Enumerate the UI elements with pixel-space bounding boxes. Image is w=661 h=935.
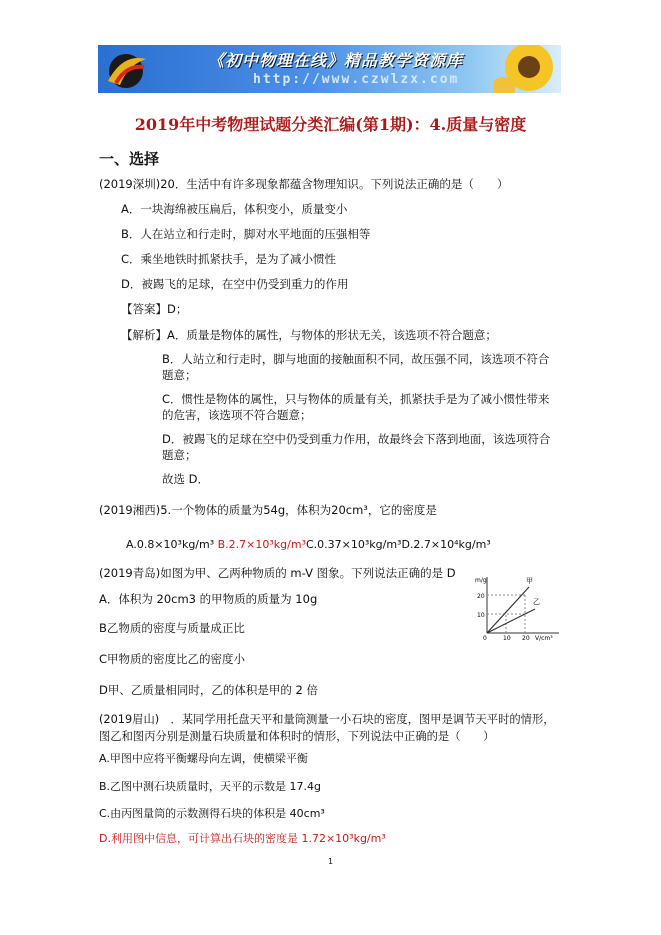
banner-url: http://www.czwlzx.com — [253, 72, 460, 87]
question-1-analysis-line: 【解析】A．质量是物体的属性，与物体的形状无关，该选项不符合题意； — [121, 328, 497, 342]
question-3-stem: (2019青岛)如图为甲、乙两种物质的 m-V 图象。下列说法正确的是 D — [99, 566, 456, 580]
question-1-answer: 【答案】D； — [121, 302, 188, 316]
question-1-stem: (2019深圳)20．生活中有许多现象都蕴含物理知识。下列说法正确的是（ ） — [99, 177, 509, 191]
question-4-stem: 图乙和图丙分别是测量石块质量和体积时的情形，下列说法中正确的是（ ） — [99, 730, 495, 743]
question-1-analysis-line: C．惯性是物体的属性，只与物体的质量有关，抓紧扶手是为了减小惯性带来 — [162, 392, 550, 406]
question-3-option-a: A．体积为 20cm3 的甲物质的质量为 10g — [99, 592, 318, 606]
x-tick-label: 20 — [522, 635, 530, 641]
y-tick-label: 20 — [477, 593, 485, 600]
question-2-option-a: A.0.8×10³kg/m³ — [126, 538, 215, 551]
question-4-stem: (2019眉山) ．某同学用托盘天平和量筒测量一小石块的密度，图甲是调节天平时的情形， — [99, 713, 555, 726]
line-jia-label: 甲 — [526, 577, 533, 585]
line-yi — [487, 609, 535, 633]
question-2-option-b: B.2.7×10³kg/m³ — [217, 538, 306, 551]
question-1-option-c: C．乘坐地铁时抓紧扶手，是为了减小惯性 — [121, 252, 337, 266]
page-number: 1 — [327, 857, 334, 866]
question-2-stem: (2019湘西)5.一个物体的质量为54g，体积为20cm³，它的密度是 — [99, 503, 437, 517]
x-axis-label: V/cm³ — [535, 635, 553, 641]
question-1-analysis-line: 题意； — [162, 448, 197, 462]
question-4-option-a: A.甲图中应将平衡螺母向左调，使横梁平衡 — [99, 752, 308, 765]
m-v-graph — [473, 573, 563, 641]
line-jia — [487, 587, 529, 633]
question-1-analysis-line: 故选 D． — [162, 472, 210, 486]
question-4-option-d: D.利用图中信息，可计算出石块的密度是 1.72×10³kg/m³ — [99, 832, 386, 845]
question-1-analysis-line: B．人站立和行走时，脚与地面的接触面积不同，故压强不同，该选项不符合 — [162, 352, 550, 366]
question-1-analysis-line: 题意； — [162, 368, 197, 382]
question-3-option-c: C甲物质的密度比乙的密度小 — [99, 652, 246, 666]
header-banner — [98, 45, 561, 93]
question-1-option-a: A．一块海绵被压扁后，体积变小，质量变小 — [121, 202, 348, 216]
x-tick-label: 0 — [483, 635, 487, 641]
section-heading: 一、选择 — [99, 150, 160, 168]
question-3-option-b: B乙物质的密度与质量成正比 — [99, 621, 245, 635]
document-title: 2019年中考物理试题分类汇编(第1期)：4.质量与密度 — [134, 115, 527, 134]
x-tick-label: 10 — [503, 635, 511, 641]
question-2-option-d: D.2.7×10⁴kg/m³ — [401, 538, 491, 551]
question-2-option-c: C.0.37×10³kg/m³ — [305, 538, 402, 551]
question-4-option-b: B.乙图中测石块质量时，天平的示数是 17.4g — [99, 780, 322, 793]
banner-title: 《初中物理在线》精品教学资源库 — [208, 51, 464, 70]
question-3-option-d: D甲、乙质量相同时，乙的体积是甲的 2 倍 — [99, 683, 318, 697]
logo-icon — [98, 45, 158, 93]
question-4-option-c: C.由丙图量筒的示数测得石块的体积是 40cm³ — [99, 807, 325, 820]
y-tick-label: 10 — [477, 612, 485, 619]
question-1-analysis-line: D．被踢飞的足球在空中仍受到重力作用，故最终会下落到地面，该选项符合 — [162, 432, 551, 446]
question-1-analysis-line: 的危害，该选项不符合题意； — [162, 408, 312, 422]
question-1-option-b: B．人在站立和行走时，脚对水平地面的压强相等 — [121, 227, 371, 241]
y-axis-label: m/g — [475, 577, 487, 584]
line-yi-label: 乙 — [533, 598, 540, 606]
question-2-options — [126, 538, 491, 551]
sunflower-image — [493, 45, 561, 93]
question-1-option-d: D．被踢飞的足球，在空中仍受到重力的作用 — [121, 277, 349, 291]
